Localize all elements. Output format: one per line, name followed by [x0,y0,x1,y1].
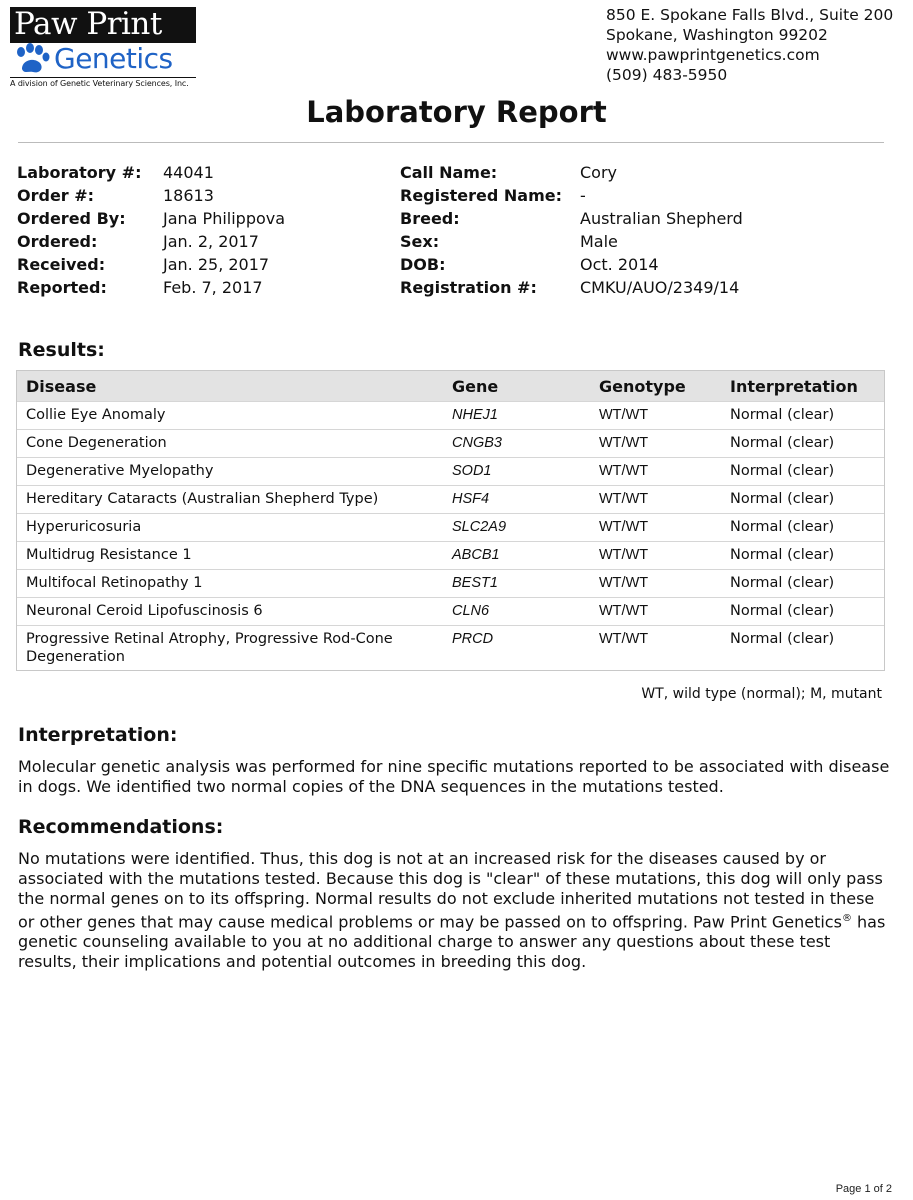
info-row-registration-number: Registration #: CMKU/AUO/2349/14 [400,278,740,297]
interpretation-cell: Normal (clear) [730,631,835,647]
gene-cell: HSF4 [452,491,490,507]
disease-cell: Multidrug Resistance 1 [26,547,192,563]
info-row-breed: Breed: Australian Shepherd [400,209,743,228]
interpretation-cell: Normal (clear) [730,575,835,591]
interpretation-cell: Normal (clear) [730,491,835,507]
gene-cell: CNGB3 [452,435,502,451]
table-row [17,597,884,625]
interpretation-cell: Normal (clear) [730,519,835,535]
address-city: Spokane, Washington 99202 [606,26,828,44]
disease-cell: Progressive Retinal Atrophy, Progressive Rod-Cone Degeneration [26,631,393,665]
info-row-lab-number: Laboratory #: 44041 [17,163,214,182]
logo-subtitle: A division of Genetic Veterinary Sciences, Inc. [10,77,196,88]
info-row-received: Received: Jan. 25, 2017 [17,255,270,274]
page-number: Page 1 of 2 [835,1183,892,1195]
info-row-registered-name: Registered Name: - [400,186,586,205]
disease-cell: Collie Eye Anomaly [26,407,166,423]
gene-cell: ABCB1 [452,547,500,563]
interpretation-cell: Normal (clear) [730,603,835,619]
genotype-cell: WT/WT [599,547,649,563]
gene-cell: PRCD [452,631,494,647]
recommendations-text: No mutations were identified. Thus, this dog is not at an increased risk for the diseases caused by or associated with the mutations tested. Because this dog is "clear" of these mutations, this dog will only pass the normal genes on to its offspring. Normal results do not exclude inherited mutations not tested in these or other genes that may cause medical problems or may be passed on to offspring. Paw Print Genetics® has genetic counseling available to you at no additional charge to answer any questions about these test results, their implications and potential outcomes in breeding this dog. [18,849,886,972]
disease-cell: Neuronal Ceroid Lipofuscinosis 6 [26,603,263,619]
gene-cell: SOD1 [452,463,492,479]
order-info [17,161,285,299]
genotype-cell: WT/WT [599,631,649,647]
registered-mark: ® [841,913,852,924]
table-row [17,401,884,429]
info-row-ordered-by: Ordered By: Jana Philippova [17,209,286,228]
genotype-cell: WT/WT [599,463,649,479]
recommendations-heading: Recommendations: [18,816,224,838]
table-row [17,457,884,485]
table-row [17,429,884,457]
gene-cell: CLN6 [452,603,490,619]
disease-cell: Hyperuricosuria [26,519,142,535]
gene-cell: BEST1 [452,575,498,591]
info-row-ordered: Ordered: Jan. 2, 2017 [17,232,259,251]
page-title: Laboratory Report [306,95,607,129]
info-row-sex: Sex: Male [400,232,618,251]
genotype-cell: WT/WT [599,519,649,535]
results-table-header [17,371,884,401]
gene-cell: SLC2A9 [452,519,507,535]
table-row [17,569,884,597]
info-row-reported: Reported: Feb. 7, 2017 [17,278,263,297]
genotype-cell: WT/WT [599,575,649,591]
table-row [17,625,884,670]
address-phone: (509) 483-5950 [606,66,728,84]
title-divider [18,142,884,143]
interpretation-cell: Normal (clear) [730,547,835,563]
results-table [16,370,885,671]
results-heading: Results: [18,339,105,361]
dog-info [400,161,743,299]
interpretation-text: Molecular genetic analysis was performed for nine specific mutations reported to be associated with disease in dogs. We identified two normal copies of the DNA sequences in the mutations tested. [18,757,890,796]
company-logo [10,7,196,87]
address-website[interactable]: www.pawprintgenetics.com [606,46,820,64]
interpretation-cell: Normal (clear) [730,407,835,423]
address-street: 850 E. Spokane Falls Blvd., Suite 200 [606,6,894,24]
info-row-call-name: Call Name: Cory [400,163,618,182]
table-row [17,541,884,569]
genotype-legend: WT, wild type (normal); M, mutant [641,686,882,702]
paw-print-icon [10,43,54,75]
table-row [17,485,884,513]
genotype-cell: WT/WT [599,407,649,423]
disease-cell: Multifocal Retinopathy 1 [26,575,203,591]
table-row [17,513,884,541]
disease-cell: Degenerative Myelopathy [26,463,214,479]
logo-line2: Genetics [54,42,173,75]
disease-cell: Hereditary Cataracts (Australian Shepherd Type) [26,491,379,507]
genotype-cell: WT/WT [599,435,649,451]
info-row-order-number: Order #: 18613 [17,186,214,205]
interpretation-cell: Normal (clear) [730,435,835,451]
column-header-disease: Disease [26,376,97,396]
column-header-genotype: Genotype [599,376,686,396]
disease-cell: Cone Degeneration [26,435,167,451]
interpretation-heading: Interpretation: [18,724,178,746]
company-address [606,5,893,85]
genotype-cell: WT/WT [599,491,649,507]
column-header-interpretation: Interpretation [730,376,858,396]
gene-cell: NHEJ1 [452,407,498,423]
genotype-cell: WT/WT [599,603,649,619]
info-row-dob: DOB: Oct. 2014 [400,255,659,274]
column-header-gene: Gene [452,376,499,396]
logo-line1: Paw Print [10,7,196,43]
interpretation-cell: Normal (clear) [730,463,835,479]
